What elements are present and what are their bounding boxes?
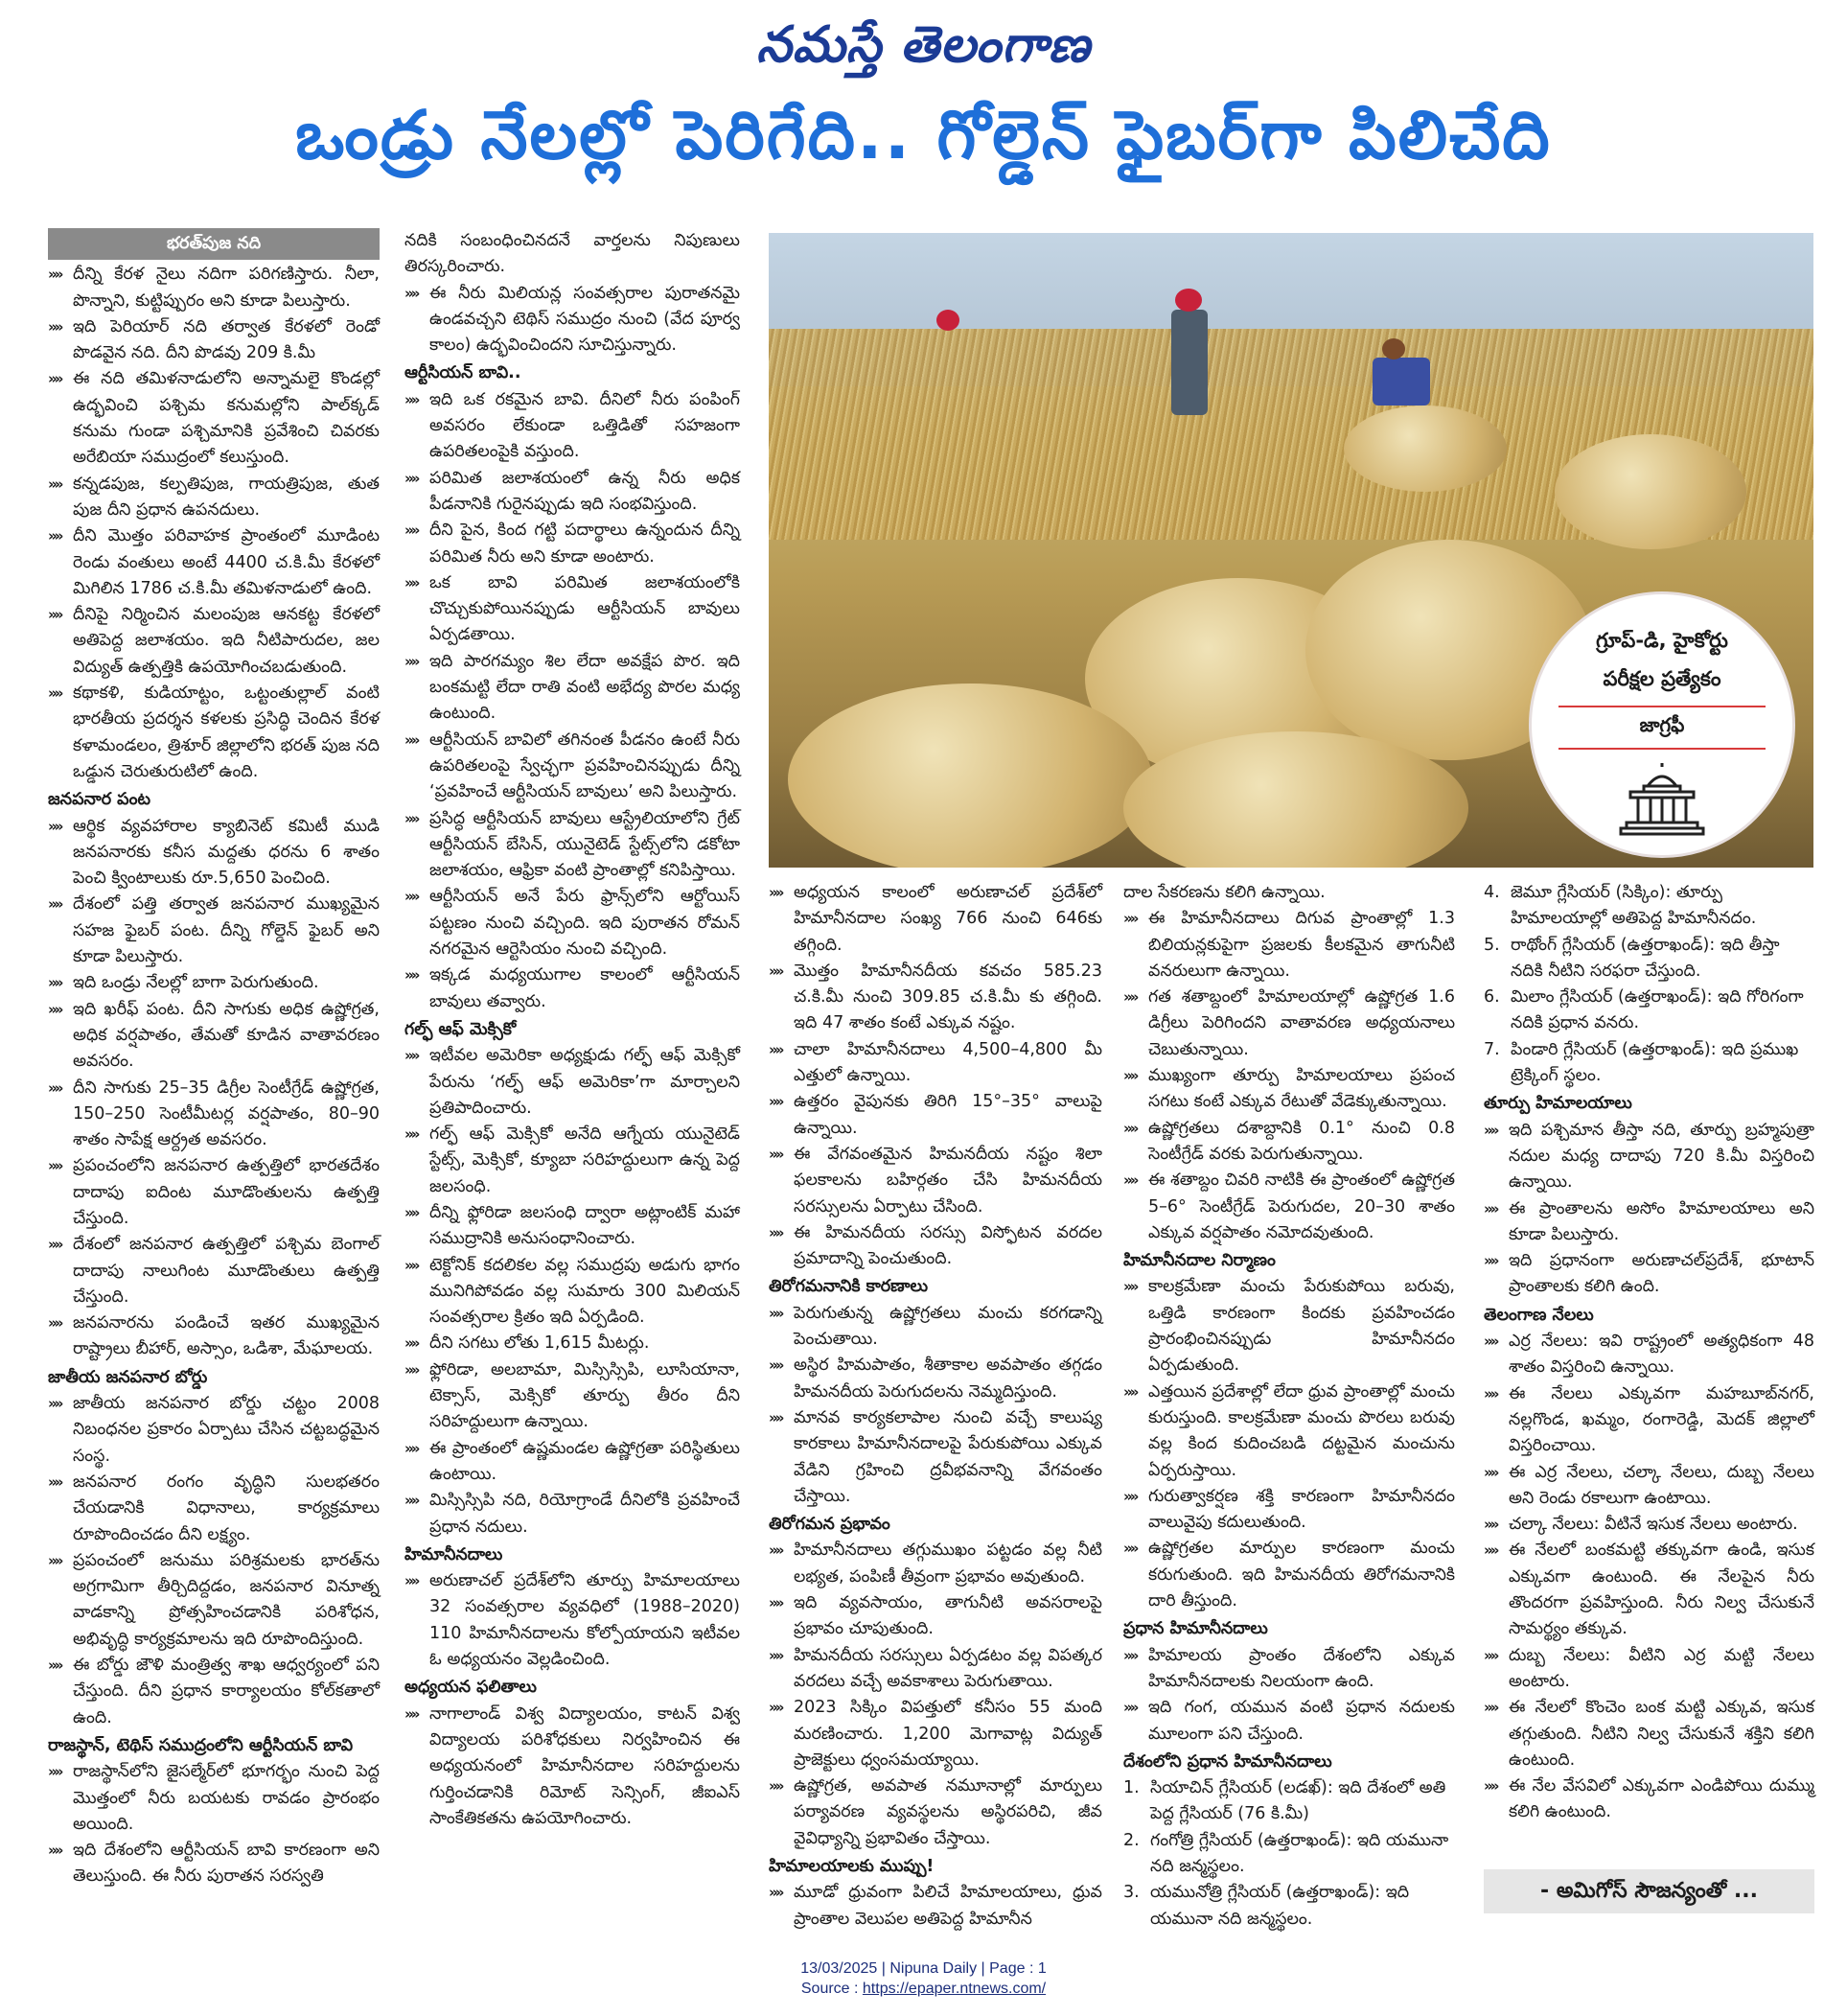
item-text: సియాచిన్ గ్లేసియర్ (లడఖ్): ఇది దేశంలో అతి పెద్ద గ్లేసియర్ (76 కి.మీ) — [1150, 1778, 1446, 1824]
bullet-point: »» ఈ నేలలో బంకమట్టి తక్కువగా ఉండి, ఇసుక ఎక్కువగా ఉంటుంది. ఈ నేలపైన నీరు తొందరగా ప్రవహిస్తుంది. నీరు నిల్వ చేసుకునే సామర్థ్యం తక్కువ. — [1484, 1538, 1814, 1642]
bullet-point: »» ఈ శతాబ్దం చివరి నాటికి ఈ ప్రాంతంలో ఉష్ణోగ్రత 5–6° సెంటీగ్రేడ్ పెరుగుదల, 20–30 శాతం ఎక్కువ వర్షపాతం నమోదవుతుంది. — [1123, 1168, 1455, 1246]
numbered-item — [1123, 1775, 1455, 1828]
bullet-point: »» ఇది పశ్చిమాన తీస్తా నది, తూర్పు బ్రహ్మపుత్రా నదుల మధ్య దాదాపు 720 కి.మీ విస్తరించి ఉన్నాయి. — [1484, 1118, 1814, 1196]
bullet-point: »» చాలా హిమానీనదాలు 4,500–4,800 మీ ఎత్తులో ఉన్నాయి. — [769, 1037, 1102, 1090]
badge-rule — [1558, 706, 1766, 707]
photo-worker-head — [1382, 338, 1405, 359]
section-subheading: హిమానీనదాలు — [404, 1544, 503, 1564]
bullet-point: »» ఇది ఖరీఫ్ పంట. దీని సాగుకు అధిక ఉష్ణోగ్రత, అధిక వర్షపాతం, తేమతో కూడిన వాతావరణం అవసరం. — [48, 997, 380, 1076]
item-text: రాథోంగ్ గ్లేసియర్ (ఉత్తరాఖండ్): ఇది తీస్తా నదికి నీటిని సరఫరా చేస్తుంది. — [1511, 935, 1780, 981]
footer-source-line — [0, 1979, 1847, 1999]
section-box-header: భరత్‌పుజ నది — [48, 228, 380, 260]
bullet-point: »» ఈ ప్రాంతంలో ఉష్ణమండల ఉష్ణోగ్రతా పరిస్థితులు ఉంటాయి. — [404, 1436, 740, 1489]
photo-worker-head — [936, 310, 959, 331]
bullet-point: »» జనపనార రంగం వృద్ధిని సులభతరం చేయడానికి విధానాలు, కార్యక్రమాలు రూపొందించడం దీని లక్ష్యం. — [48, 1470, 380, 1548]
item-number: 1. — [1123, 1778, 1140, 1798]
bullet-point: »» ఇక్కడ మధ్యయుగాల కాలంలో ఆర్టీసియన్ బావులు తవ్వారు. — [404, 962, 740, 1015]
bullet-point: »» చల్కా నేలలు: వీటినే ఇసుక నేలలు అంటారు. — [1484, 1512, 1814, 1538]
numbered-item — [1123, 1880, 1455, 1933]
bullet-point: »» అస్థిర హిమపాతం, శీతాకాల అవపాతం తగ్గడం హిమనదీయ పెరుగుదలను నెమ్మదిస్తుంది. — [769, 1353, 1102, 1405]
item-number: 3. — [1123, 1883, 1140, 1903]
numbered-item — [1123, 1828, 1455, 1881]
section-subheading: గల్ఫ్ ఆఫ్ మెక్సికో — [404, 1019, 517, 1039]
section-subheading: తూర్పు హిమాలయాలు — [1484, 1094, 1632, 1114]
photo-bundle — [788, 684, 1152, 868]
badge-subject: జాగ్రఫీ — [1639, 713, 1685, 736]
bullet-point: »» మానవ కార్యకలాపాల నుంచి వచ్చే కాలుష్య కారకాలు హిమానీనదాలపై పేరుకుపోయి ఎక్కువ వేడిని గ్రహించి ద్రవీభవనాన్ని వేగవంతం చేస్తాయి. — [769, 1405, 1102, 1510]
item-number: 4. — [1484, 883, 1500, 902]
bullet-point: »» ఉత్తరం వైపునకు తిరిగి 15°–35° వాలుపై ఉన్నాయి. — [769, 1089, 1102, 1142]
item-text: యమునోత్రి గ్లేసియర్ (ఉత్తరాఖండ్): ఇది యమునా నది జన్మస్థలం. — [1150, 1883, 1410, 1929]
exam-special-badge — [1529, 591, 1795, 858]
section-subheading: హిమాలయాలకు ముప్పు! — [769, 1856, 935, 1876]
bullet-point: »» హిమాలయ ప్రాంతం దేశంలోని ఎక్కువ హిమానీనదాలకు నిలయంగా ఉంది. — [1123, 1643, 1455, 1696]
bullet-point: »» ఈ నేల వేసవిలో ఎక్కువగా ఎండిపోయి దుమ్ము కలిగి ఉంటుంది. — [1484, 1773, 1814, 1826]
bullet-point: »» ఇది వ్యవసాయం, తాగునీటి అవసరాలపై ప్రభావం చూపుతుంది. — [769, 1590, 1102, 1643]
bullet-point: »» ప్రపంచంలోని జనపనార ఉత్పత్తిలో భారతదేశం దాదాపు ఐదింట మూడొంతులను ఉత్పత్తి చేస్తుంది. — [48, 1153, 380, 1232]
item-number: 2. — [1123, 1830, 1140, 1850]
bullet-point: »» కాలక్రమేణా మంచు పేరుకుపోయి బరువు, ఒత్తిడి కారణంగా కిందకు ప్రవహించడం ప్రారంభించినప్పుడు హిమానీనదం ఏర్పడుతుంది. — [1123, 1274, 1455, 1379]
bullet-point: »» జాతీయ జనపనార బోర్డు చట్టం 2008 నిబంధనల ప్రకారం ఏర్పాటు చేసిన చట్టబద్ధమైన సంస్థ. — [48, 1391, 380, 1470]
column-1 — [48, 228, 380, 1890]
item-number: 5. — [1484, 935, 1500, 955]
badge-rule — [1558, 748, 1766, 750]
photo-worker-head — [1175, 289, 1202, 312]
bullet-point: »» రాజస్థాన్‌లోని జైసల్మేర్‌లో భూగర్భం నుంచి పెద్ద మొత్తంలో నీరు బయటకు రావడం ప్రారంభం అయింది. — [48, 1759, 380, 1838]
bullet-point: »» అధ్యయన కాలంలో అరుణాచల్ ప్రదేశ్‌లో హిమానీనదాల సంఖ్య 766 నుంచి 646కు తగ్గింది. — [769, 880, 1102, 959]
photo-bundle — [1555, 434, 1746, 549]
photo-bundle — [1344, 406, 1507, 492]
bullet-point: »» ఆర్టీసియన్ బావిలో తగినంత పీడనం ఉంటే నీరు ఉపరితలంపై స్వేచ్ఛగా ప్రవహించినప్పుడు దీన్ని ‘ప్రవహించే ఆర్టీసియన్ బావులు’ అని పిలుస్తారు. — [404, 728, 740, 806]
photo-worker — [1171, 310, 1208, 415]
column-5 — [1484, 880, 1814, 1826]
bullet-point: »» ఈ ఎర్ర నేలలు, చల్కా నేలలు, దుబ్బ నేలలు అని రెండు రకాలుగా ఉంటాయి. — [1484, 1460, 1814, 1513]
column-3 — [769, 880, 1102, 1933]
bullet-point: »» దేశంలో జనపనార ఉత్పత్తిలో పశ్చిమ బెంగాల్ దాదాపు నాలుగింట మూడొంతులు ఉత్పత్తి చేస్తుంది. — [48, 1232, 380, 1310]
bullet-point: »» ఈ నది తమిళనాడులోని అన్నామలై కొండల్లో ఉద్భవించి పశ్చిమ కనుమల్లోని పాల్‌క్కడ్ కనుమ గుండా పశ్చిమానికి ప్రవేశించి చివరకు అరేబియా సముద్రంలో కలుస్తుంది. — [48, 366, 380, 471]
numbered-item — [1484, 985, 1814, 1037]
bullet-point: »» ఈ నేలలో కొంచెం బంక మట్టి ఎక్కువ, ఇసుక తగ్గుతుంది. నీటిని నిల్వ చేసుకునే శక్తిని కలిగి ఉంటుంది. — [1484, 1695, 1814, 1773]
section-subheading: ఆర్టీసియన్ బావి.. — [404, 363, 521, 383]
bullet-point: »» హిమానీనదాలు తగ్గుముఖం పట్టడం వల్ల నీటి లభ్యత, పంపిణీ తీవ్రంగా ప్రభావం అవుతుంది. — [769, 1538, 1102, 1590]
item-number: 6. — [1484, 987, 1500, 1008]
bullet-point: »» దీన్ని కేరళ నైలు నదిగా పరిగణిస్తారు. నీలా, పొన్నాని, కుట్టిప్పురం అని కూడా పిలుస్తారు. — [48, 262, 380, 314]
bullet-point: »» అరుణాచల్ ప్రదేశ్‌లోని తూర్పు హిమాలయాలు 32 సంవత్సరాల వ్యవధిలో (1988–2020) 110 హిమానీనదాలను కోల్పోయాయని ఇటీవల ఓ అధ్యయనం వెల్లడించింది. — [404, 1568, 740, 1673]
bullet-point: »» ఎర్ర నేలలు: ఇవి రాష్ట్రంలో అత్యధికంగా 48 శాతం విస్తరించి ఉన్నాయి. — [1484, 1329, 1814, 1381]
item-text: మిలాం గ్లేసియర్ (ఉత్తరాఖండ్): ఇది గోరిగంగా నదికి ప్రధాన వనరు. — [1511, 987, 1804, 1033]
numbered-item — [1484, 1037, 1814, 1090]
section-subheading: తిరోగమన ప్రభావం — [769, 1515, 890, 1535]
bullet-point: »» దీనిపై నిర్మించిన మలంపుజ ఆనకట్ట కేరళలో అతిపెద్ద జలాశయం. ఇది నీటిపారుదల, జల విద్యుత్ ఉత్పత్తికి ఉపయోగించబడుతుంది. — [48, 602, 380, 681]
bullet-point: »» నాగాలాండ్ విశ్వ విద్యాలయం, కాటన్ విశ్వ విద్యాలయ పరిశోధకులు నిర్వహించిన ఈ అధ్యయనంలో హిమానీనదాల సరిహద్దులను గుర్తించడానికి రిమోట్ సెన్సింగ్, జీఐఎస్ సాంకేతికతను ఉపయోగించారు. — [404, 1702, 740, 1832]
badge-line-2: పరీక్షల ప్రత్యేకం — [1603, 667, 1721, 690]
section-subheading: తిరోగమనానికి కారణాలు — [769, 1277, 929, 1297]
bullet-point: »» పెరుగుతున్న ఉష్ణోగ్రతలు మంచు కరగడాన్ని పెంచుతాయి. — [769, 1301, 1102, 1354]
bullet-point: »» ఈ వేగవంతమైన హిమనదీయ నష్టం శిలా ఫలకాలను బహిర్గతం చేసి హిమనదీయ సరస్సులను ఏర్పాటు చేసింది. — [769, 1142, 1102, 1220]
bullet-point: »» మూడో ధ్రువంగా పిలిచే హిమాలయాలు, ధ్రువ ప్రాంతాల వెలుపల అతిపెద్ద హిమానీన — [769, 1880, 1102, 1933]
bullet-point: »» ఇది పెరియార్ నది తర్వాత కేరళలో రెండో పొడవైన నది. దీని పొడవు 209 కి.మీ — [48, 314, 380, 367]
numbered-item — [1484, 933, 1814, 985]
numbered-item — [1484, 880, 1814, 933]
bullet-point: »» ఆర్థిక వ్యవహారాల క్యాబినెట్ కమిటీ ముడి జనపనారకు కనీస మద్దతు ధరను 6 శాతం పెంచి క్వింటాలుకు రూ.5,650 పెంచింది. — [48, 814, 380, 892]
bullet-point: »» గత శతాబ్దంలో హిమాలయాల్లో ఉష్ణోగ్రత 1.6 డిగ్రీలు పెరిగిందని వాతావరణ అధ్యయనాలు చెబుతున్నాయి. — [1123, 985, 1455, 1063]
section-subheading: జాతీయ జనపనార బోర్డు — [48, 1367, 208, 1387]
bullet-point: »» ప్రపంచంలో జనుము పరిశ్రమలకు భారత్‌ను అగ్రగామిగా తీర్చిదిద్దడం, జనపనార వినూత్న వాడకాన్ని ప్రోత్సహించడానికి పరిశోధన, అభివృద్ధి కార్యక్రమాలను ఇది రూపొందిస్తుంది. — [48, 1548, 380, 1653]
column-2 — [404, 228, 740, 1832]
section-subheading: రాజస్థాన్, టెథిస్ సముద్రంలోని ఆర్టీసియన్ బావి — [48, 1735, 354, 1755]
bullet-point: »» ముఖ్యంగా తూర్పు హిమాలయాలు ప్రపంచ సగటు కంటే ఎక్కువ రేటుతో వేడెక్కుతున్నాయి. — [1123, 1063, 1455, 1116]
section-subheading: దేశంలోని ప్రధాన హిమానీనదాలు — [1123, 1751, 1332, 1772]
item-text: జెమూ గ్లేసియర్ (సిక్కిం): తూర్పు హిమాలయాల్లో అతిపెద్ద హిమానీనదం. — [1511, 883, 1757, 929]
bullet-point: »» ఈ హిమనదీయ సరస్సు విస్ఫోటన వరదల ప్రమాదాన్ని పెంచుతుంది. — [769, 1220, 1102, 1273]
bullet-point: »» ఉష్ణోగ్రతలు దశాబ్దానికి 0.1° నుంచి 0.8 సెంటీగ్రేడ్ వరకు పెరుగుతున్నాయి. — [1123, 1116, 1455, 1169]
section-subheading: అధ్యయన ఫలితాలు — [404, 1678, 537, 1698]
item-text: గంగోత్రి గ్లేసియర్ (ఉత్తరాఖండ్): ఇది యమునా నది జన్మస్థలం. — [1150, 1830, 1449, 1876]
section-subheading: జనపనార పంట — [48, 790, 150, 810]
bullet-point: »» కథాకళి, కుడియాట్టం, ఒట్టంతుల్లాల్ వంటి భారతీయ ప్రదర్శన కళలకు ప్రసిద్ధి చెందిన కేరళ కళామండలం, త్రిశూర్ జిల్లాలోని భరత్ పుజ నది ఒడ్డున చెరుతురుటిలో ఉంది. — [48, 681, 380, 785]
bullet-point: »» ఇది పారగమ్యం శిల లేదా అవక్షేప పొర. ఇది బంకమట్టి లేదా రాతి వంటి అభేద్య పొరల మధ్య ఉంటుంది. — [404, 649, 740, 728]
bullet-point: »» జనపనారను పండించే ఇతర ముఖ్యమైన రాష్ట్రాలు బీహార్, అస్సాం, ఒడిశా, మేఘాలయ. — [48, 1310, 380, 1363]
badge-line-1: గ్రూప్-డి, హైకోర్టు — [1596, 629, 1728, 652]
bullet-point: »» ఇది గంగ, యమున వంటి ప్రధాన నదులకు మూలంగా పని చేస్తుంది. — [1123, 1695, 1455, 1748]
bullet-point: »» ఇది దేశంలోని ఆర్టీసియన్ బావి కారణంగా అని తెలుస్తుంది. ఈ నీరు పురాతన సరస్వతి — [48, 1838, 380, 1890]
bullet-point: »» మిస్సిస్సిపి నది, రియోగ్రాండే దీనిలోకి ప్రవహించే ప్రధాన నదులు. — [404, 1488, 740, 1541]
bullet-point: »» దీన్ని ఫ్లోరిడా జలసంధి ద్వారా అట్లాంటిక్ మహా సముద్రానికి అనుసంధానించారు. — [404, 1200, 740, 1253]
masthead-logo: నమస్తే తెలంగాణ — [756, 15, 1091, 74]
bullet-point: »» ఎత్తయిన ప్రదేశాల్లో లేదా ధ్రువ ప్రాంతాల్లో మంచు కురుస్తుంది. కాలక్రమేణా మంచు పొరలు బరువు వల్ల కింద కుదించబడి దట్టమైన మంచును ఏర్పరుస్తాయి. — [1123, 1379, 1455, 1484]
bullet-point: »» మొత్తం హిమానీనదీయ కవచం 585.23 చ.కి.మీ నుంచి 309.85 చ.కి.మీ కు తగ్గింది. ఇది 47 శాతం కంటే ఎక్కువ నష్టం. — [769, 959, 1102, 1037]
photo-worker — [1373, 358, 1430, 406]
source-link[interactable]: https://epaper.ntnews.com/ — [862, 1981, 1047, 1997]
bullet-point: »» ప్రసిద్ధ ఆర్టీసియన్ బావులు ఆస్ట్రేలియాలోని గ్రేట్ ఆర్టీసియన్ బేసిన్, యునైటెడ్ స్టేట్స్‌లోని డకోటా జలాశయం, ఆఫ్రికా వంటి ప్రాంతాల్లో కనిపిస్తాయి. — [404, 806, 740, 885]
bullet-point: »» దీని మొత్తం పరివాహక ప్రాంతంలో మూడింట రెండు వంతులు అంటే 4400 చ.కి.మీ కేరళలో మిగిలిన 1786 చ.కి.మీ తమిళనాడులో ఉంది. — [48, 523, 380, 602]
bullet-point: »» ఫ్లోరిడా, అలబామా, మిస్సిస్సిపి, లూసియానా, టెక్సాస్, మెక్సికో తూర్పు తీరం దీని సరిహద్దులుగా ఉన్నాయి. — [404, 1357, 740, 1436]
bullet-point: »» దీని పైన, కింద గట్టి పదార్థాలు ఉన్నందున దీన్ని పరిమిత నీరు అని కూడా అంటారు. — [404, 518, 740, 570]
continued-text: నదికి సంబంధించినదనే వార్తలను నిపుణులు తిరస్కరించారు. — [404, 231, 740, 277]
bullet-point: »» కన్నడపుజ, కల్పతిపుజ, గాయత్రిపుజ, తుత పుజ దీని ప్రధాన ఉపనదులు. — [48, 472, 380, 524]
section-subheading: హిమానీనదాల నిర్మాణం — [1123, 1251, 1276, 1271]
bullet-point: »» గురుత్వాకర్షణ శక్తి కారణంగా హిమానీనదం వాలువైపు కదులుతుంది. — [1123, 1484, 1455, 1537]
bullet-point: »» ఇది ఒండ్రు నేలల్లో బాగా పెరుగుతుంది. — [48, 970, 380, 996]
item-text: పిండారి గ్లేసియర్ (ఉత్తరాఖండ్): ఇది ప్రముఖ ట్రెక్కింగ్ స్థలం. — [1511, 1039, 1799, 1086]
section-subheading: తెలంగాణ నేలలు — [1484, 1305, 1594, 1325]
bullet-point: »» ఈ నీరు మిలియన్ల సంవత్సరాల పురాతనమై ఉండవచ్చని టెథిస్ సముద్రం నుంచి (వేద పూర్వ కాలం) ఉద్భవించిందని సూచిస్తున్నారు. — [404, 281, 740, 359]
bullet-point: »» హిమనదీయ సరస్సులు ఏర్పడటం వల్ల విపత్కర వరదలు వచ్చే అవకాశాలు పెరుగుతాయి. — [769, 1643, 1102, 1696]
bullet-point: »» ఈ నేలలు ఎక్కువగా మహబూబ్‌నగర్, నల్లగొండ, ఖమ్మం, రంగారెడ్డి, మెదక్ జిల్లాలో విస్తరించాయి. — [1484, 1381, 1814, 1460]
bullet-point: »» ఇటీవల అమెరికా అధ్యక్షుడు గల్ఫ్ ఆఫ్ మెక్సికో పేరును ‘గల్ఫ్ ఆఫ్ అమెరికా’గా మార్చాలని ప్రతిపాదించారు. — [404, 1043, 740, 1122]
bullet-point: »» ఈ హిమానీనదాలు దిగువ ప్రాంతాల్లో 1.3 బిలియన్లకుపైగా ప్రజలకు కీలకమైన తాగునీటి వనరులుగా ఉన్నాయి. — [1123, 906, 1455, 985]
bullet-point: »» దుబ్బ నేలలు: వీటిని ఎర్ర మట్టి నేలలు అంటారు. — [1484, 1643, 1814, 1696]
bullet-point: »» దీని సగటు లోతు 1,615 మీటర్లు. — [404, 1331, 740, 1356]
bullet-point: »» 2023 సిక్కిం విపత్తులో కనీసం 55 మంది మరణించారు. 1,200 మెగావాట్ల విద్యుత్ ప్రాజెక్టులు ధ్వంసమయ్యాయి. — [769, 1695, 1102, 1773]
bullet-point: »» ఇది ప్రధానంగా అరుణాచల్‌ప్రదేశ్, భూటాన్ ప్రాంతాలకు కలిగి ఉంది. — [1484, 1248, 1814, 1301]
section-subheading: ప్రధాన హిమానీనదాలు — [1123, 1619, 1268, 1639]
page-footer — [0, 1958, 1847, 1999]
credit-note: - అమిగోస్ సౌజన్యంతో ... — [1484, 1869, 1814, 1913]
bullet-point: »» దేశంలో పత్తి తర్వాత జనపనార ముఖ్యమైన సహజ ఫైబర్ పంట. దీన్ని గోల్డెన్ ఫైబర్ అని కూడా పిలుస్తారు. — [48, 892, 380, 970]
bullet-point: »» ఒక బావి పరిమిత జలాశయంలోకి చొచ్చుకుపోయినప్పుడు ఆర్టీసియన్ బావులు ఏర్పడతాయి. — [404, 570, 740, 649]
continued-text: దాల సేకరణను కలిగి ఉన్నాయి. — [1123, 883, 1326, 902]
building-dome-icon — [1619, 763, 1705, 836]
bullet-point: »» ఆర్టీసియన్ అనే పేరు ఫ్రాన్స్‌లోని ఆర్టోయిస్ పట్టణం నుంచి వచ్చింది. ఇది పురాతన రోమన్ నగరమైన ఆర్టెసియం నుంచి వచ్చింది. — [404, 884, 740, 962]
item-number: 7. — [1484, 1039, 1500, 1059]
bullet-point: »» ఈ బోర్డు జౌళి మంత్రిత్వ శాఖ ఆధ్వర్యంలో పని చేస్తుంది. దీని ప్రధాన కార్యాలయం కోల్‌కతాలో ఉంది. — [48, 1653, 380, 1731]
bullet-point: »» ఇది ఒక రకమైన బావి. దీనిలో నీరు పంపింగ్ అవసరం లేకుండా ఒత్తిడితో సహజంగా ఉపరితలంపైకి వస్తుంది. — [404, 387, 740, 466]
bullet-point: »» దీని సాగుకు 25–35 డిగ్రీల సెంటీగ్రేడ్ ఉష్ణోగ్రత, 150–250 సెంటీమీటర్ల వర్షపాతం, 80–90 శాతం సాపేక్ష ఆర్ద్రత అవసరం. — [48, 1076, 380, 1154]
bullet-point: »» పరిమిత జలాశయంలో ఉన్న నీరు అధిక పీడనానికి గురైనప్పుడు ఇది సంభవిస్తుంది. — [404, 466, 740, 519]
bullet-point: »» ఉష్ణోగ్రత, అవపాత నమూనాల్లో మార్పులు పర్యావరణ వ్యవస్థలను అస్థిరపరిచి, జీవ వైవిధ్యాన్ని ప్రభావితం చేస్తాయి. — [769, 1773, 1102, 1852]
footer-date-line: 13/03/2025 | Nipuna Daily | Page : 1 — [800, 1960, 1047, 1977]
page-headline: ఒండ్రు నేలల్లో పెరిగేది.. గోల్డెన్ ఫైబర్‌గా పిలిచేది — [295, 96, 1552, 174]
bullet-point: »» ఈ ప్రాంతాలను అసోం హిమాలయాలు అని కూడా పిలుస్తారు. — [1484, 1196, 1814, 1249]
footer-source-label: Source : — [800, 1981, 863, 1997]
column-4 — [1123, 880, 1455, 1933]
bullet-point: »» టెక్టోనిక్ కదలికల వల్ల సముద్రపు అడుగు భాగం మునిగిపోవడం వల్ల సుమారు 300 మిలియన్ సంవత్సరాల క్రితం ఇది ఏర్పడింది. — [404, 1253, 740, 1332]
bullet-point: »» ఉష్ణోగ్రతల మార్పుల కారణంగా మంచు కరుగుతుంది. ఇది హిమనదీయ తిరోగమనానికి దారి తీస్తుంది. — [1123, 1536, 1455, 1614]
bullet-point: »» గల్ఫ్ ఆఫ్ మెక్సికో అనేది ఆగ్నేయ యునైటెడ్ స్టేట్స్, మెక్సికో, క్యూబా సరిహద్దులుగా ఉన్న పెద్ద జలసంధి. — [404, 1122, 740, 1200]
